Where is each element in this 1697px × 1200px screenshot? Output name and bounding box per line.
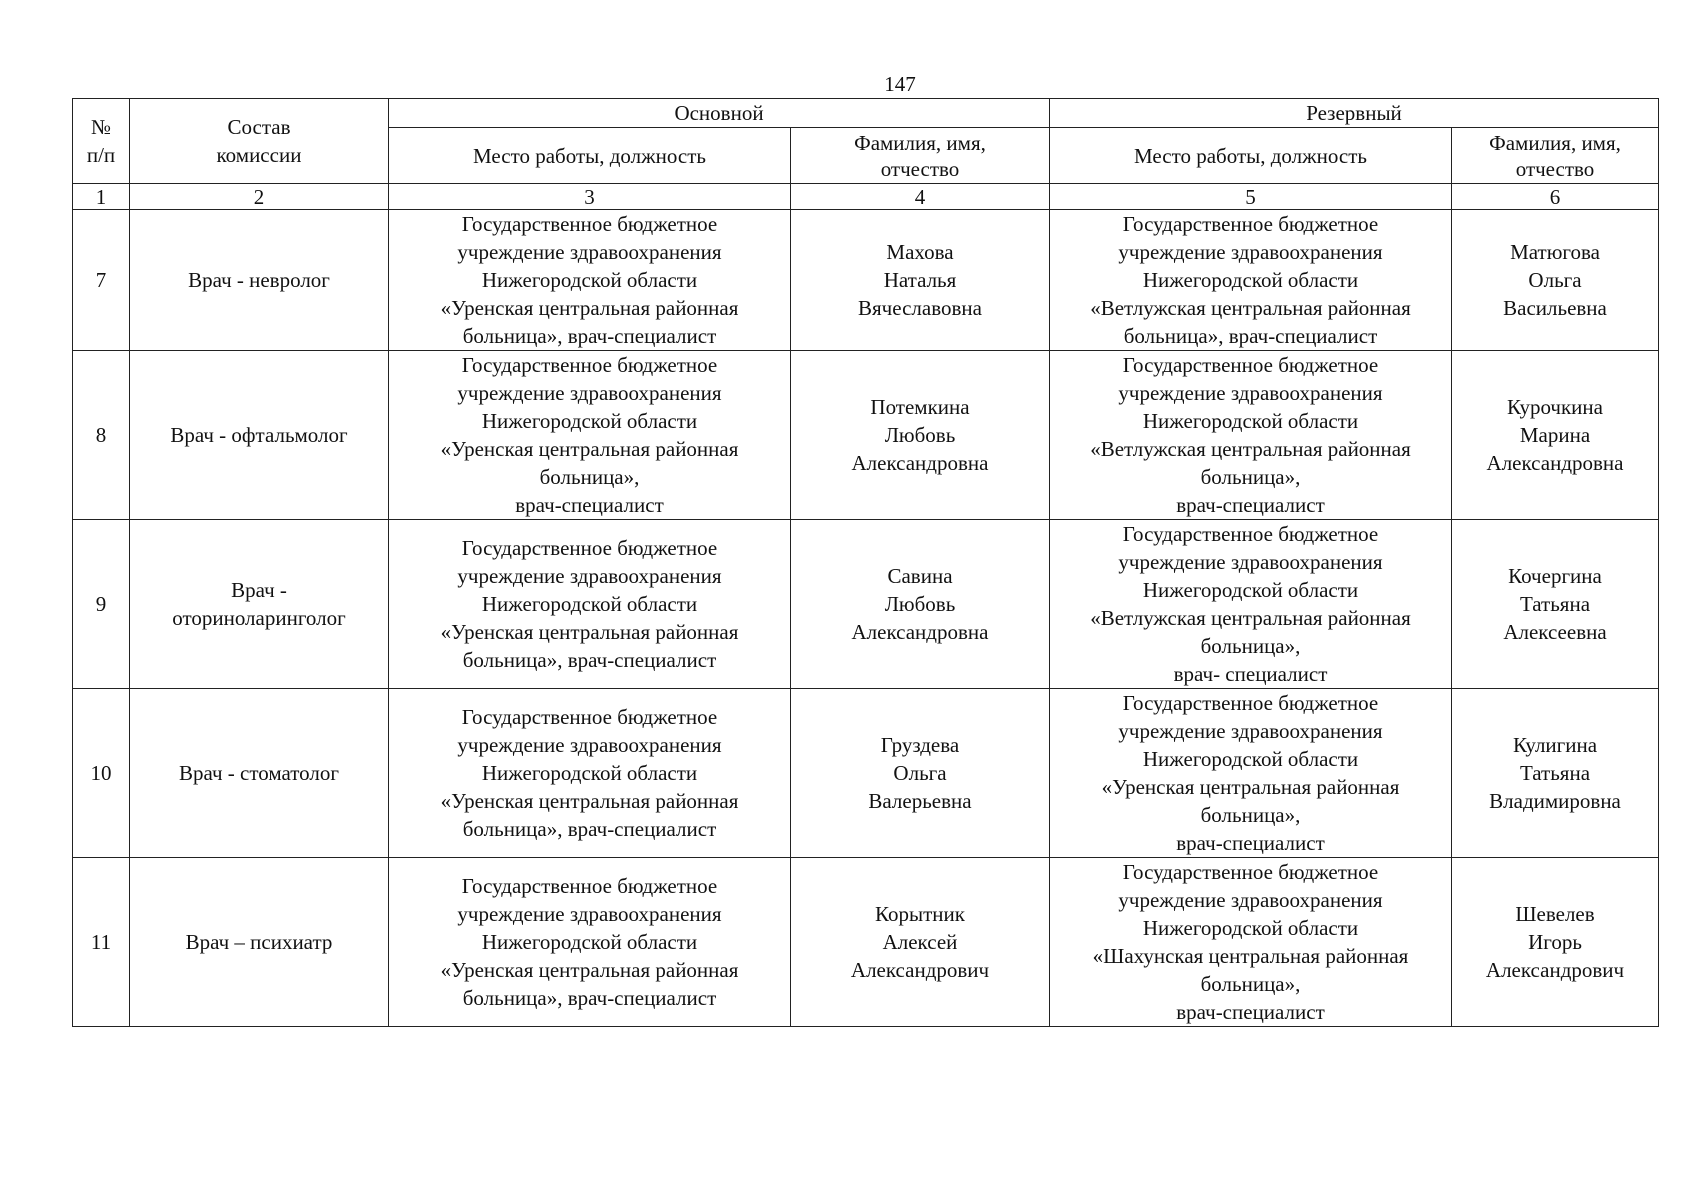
row-reserve-workplace: Государственное бюджетное учреждение здравоохранения Нижегородской области «Ветлужская центральная районная больница», врач- специалист xyxy=(1050,520,1452,689)
header-group-main: Основной xyxy=(389,99,1050,128)
table-row xyxy=(73,351,1659,520)
row-number: 11 xyxy=(73,858,130,1027)
commission-table xyxy=(72,98,1659,1027)
row-main-name: Корытник Алексей Александрович xyxy=(791,858,1050,1027)
table-row xyxy=(73,520,1659,689)
row-main-workplace: Государственное бюджетное учреждение здравоохранения Нижегородской области «Уренская центральная районная больница», врач-специалист xyxy=(389,689,791,858)
row-role: Врач - стоматолог xyxy=(130,689,389,858)
header-reserve-name: Фамилия, имя, отчество xyxy=(1452,128,1659,184)
row-reserve-workplace: Государственное бюджетное учреждение здравоохранения Нижегородской области «Шахунская центральная районная больница», врач-специалист xyxy=(1050,858,1452,1027)
column-number-row xyxy=(73,184,1659,210)
row-number: 7 xyxy=(73,210,130,351)
column-number: 4 xyxy=(791,184,1050,210)
row-number: 8 xyxy=(73,351,130,520)
row-number: 10 xyxy=(73,689,130,858)
row-main-name: Махова Наталья Вячеславовна xyxy=(791,210,1050,351)
table-row xyxy=(73,210,1659,351)
header-main-name: Фамилия, имя, отчество xyxy=(791,128,1050,184)
row-reserve-workplace: Государственное бюджетное учреждение здравоохранения Нижегородской области «Ветлужская центральная районная больница», врач-специалист xyxy=(1050,210,1452,351)
row-reserve-name: Курочкина Марина Александровна xyxy=(1452,351,1659,520)
column-number: 1 xyxy=(73,184,130,210)
row-main-name: Груздева Ольга Валерьевна xyxy=(791,689,1050,858)
row-main-workplace: Государственное бюджетное учреждение здравоохранения Нижегородской области «Уренская центральная районная больница», врач-специалист xyxy=(389,520,791,689)
row-reserve-name: Матюгова Ольга Васильевна xyxy=(1452,210,1659,351)
table-row xyxy=(73,858,1659,1027)
row-reserve-workplace: Государственное бюджетное учреждение здравоохранения Нижегородской области «Ветлужская центральная районная больница», врач-специалист xyxy=(1050,351,1452,520)
table-row xyxy=(73,689,1659,858)
row-main-name: Савина Любовь Александровна xyxy=(791,520,1050,689)
row-main-workplace: Государственное бюджетное учреждение здравоохранения Нижегородской области «Уренская центральная районная больница», врач-специалист xyxy=(389,351,791,520)
row-main-workplace: Государственное бюджетное учреждение здравоохранения Нижегородской области «Уренская центральная районная больница», врач-специалист xyxy=(389,210,791,351)
header-group-reserve: Резервный xyxy=(1050,99,1659,128)
header-num: № п/п xyxy=(73,99,130,184)
row-role: Врач – психиатр xyxy=(130,858,389,1027)
column-number: 3 xyxy=(389,184,791,210)
header-main-workplace: Место работы, должность xyxy=(389,128,791,184)
row-reserve-workplace: Государственное бюджетное учреждение здравоохранения Нижегородской области «Уренская центральная районная больница», врач-специалист xyxy=(1050,689,1452,858)
header-row-groups xyxy=(73,99,1659,128)
row-role: Врач - офтальмолог xyxy=(130,351,389,520)
column-number: 6 xyxy=(1452,184,1659,210)
column-number: 5 xyxy=(1050,184,1452,210)
row-role: Врач - оториноларинголог xyxy=(130,520,389,689)
header-composition: Состав комиссии xyxy=(130,99,389,184)
header-reserve-workplace: Место работы, должность xyxy=(1050,128,1452,184)
row-number: 9 xyxy=(73,520,130,689)
row-main-name: Потемкина Любовь Александровна xyxy=(791,351,1050,520)
row-reserve-name: Кулигина Татьяна Владимировна xyxy=(1452,689,1659,858)
column-number: 2 xyxy=(130,184,389,210)
row-reserve-name: Кочергина Татьяна Алексеевна xyxy=(1452,520,1659,689)
row-main-workplace: Государственное бюджетное учреждение здравоохранения Нижегородской области «Уренская центральная районная больница», врач-специалист xyxy=(389,858,791,1027)
page-number: 147 xyxy=(884,72,916,96)
row-reserve-name: Шевелев Игорь Александрович xyxy=(1452,858,1659,1027)
row-role: Врач - невролог xyxy=(130,210,389,351)
